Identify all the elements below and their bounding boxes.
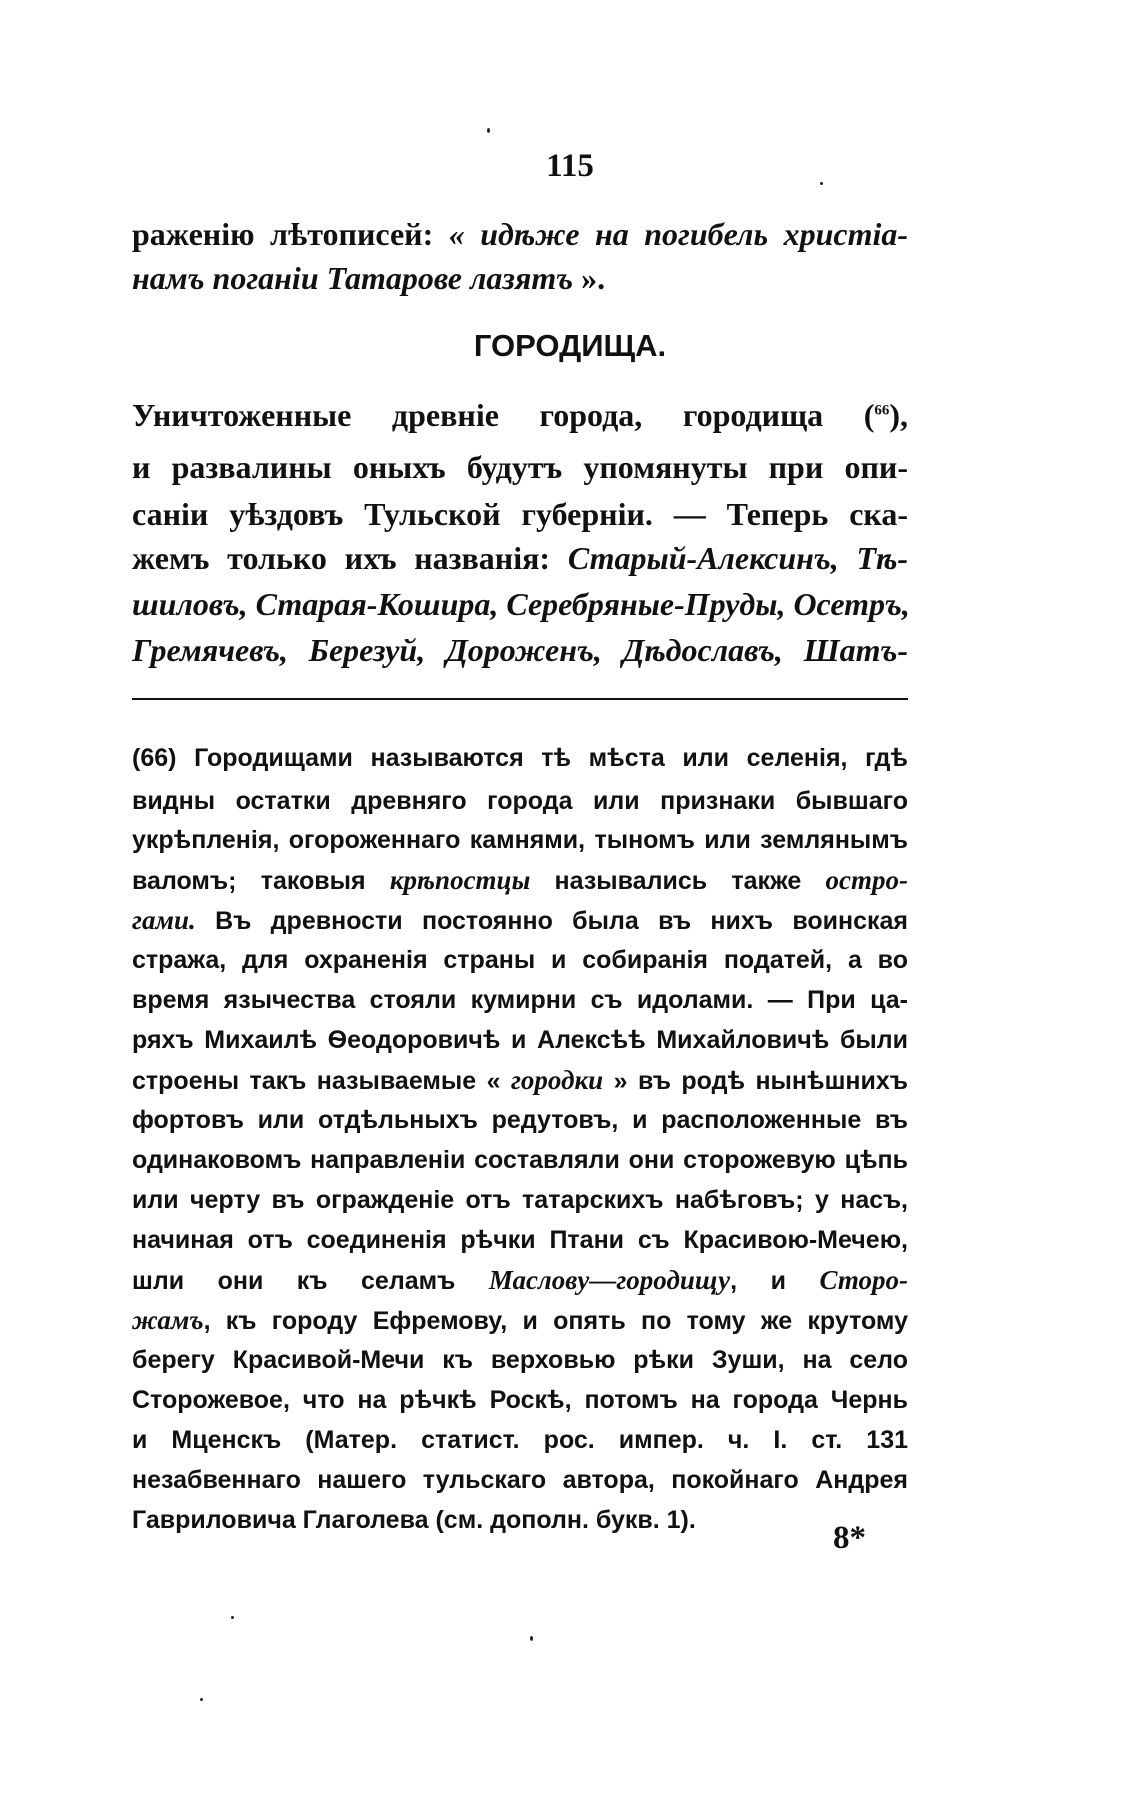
footnote-line-9-plain-2: » въ родѣ нынѣшнихъ <box>603 1067 909 1095</box>
footnote-line-15-plain: , къ городу Ефремову, и опять по тому же крутому <box>203 1307 908 1335</box>
footnote-line-14 <box>132 1262 908 1298</box>
footnote-line-9 <box>132 1062 908 1098</box>
footnote-line-2: видны остатки древняго города или признаки бывшаго <box>132 787 908 815</box>
footnote-line-13: начиная отъ соединенія рѣчки Птани съ Красивою-Мечею, <box>132 1226 908 1254</box>
footnote-line-17: Сторожевое, что на рѣчкѣ Роскѣ, потомъ на города Чернь <box>132 1386 908 1414</box>
paragraph-line-1-tail: ), <box>889 397 908 433</box>
footnote-line-10: фортовъ или отдѣльныхъ редутовъ, и расположенные въ <box>132 1106 908 1134</box>
footnote-line-4-plain: валомъ; таковыя <box>132 867 390 895</box>
footnote-line-4-italic-1: крѣпостцы <box>389 865 531 895</box>
paragraph-line-4-italic: Старый-Алексинъ, Тѣ- <box>567 540 909 576</box>
footnote-line-14-italic-2: Сторо- <box>819 1265 908 1295</box>
opening-line-2-plain: ». <box>573 260 606 296</box>
footnote-line-8: ряхъ Михаилѣ Ѳеодоровичѣ и Алексѣѣ Михайловичѣ были <box>132 1026 908 1054</box>
footnote-line-14-plain: шли они къ селамъ <box>132 1267 489 1295</box>
footnote-reference: 66 <box>874 402 890 419</box>
paragraph-line-5: шиловъ, Старая-Кошира, Серебряные-Пруды, Осетръ, <box>132 586 910 622</box>
print-speck <box>487 128 490 133</box>
paragraph-line-6: Гремячевъ, Березуй, Дороженъ, Дѣдославъ, Шатъ- <box>132 632 908 668</box>
paragraph-line-2: и развалины оныхъ будутъ упомянуты при опи- <box>132 449 908 485</box>
footnote-line-14-plain-2: , и <box>730 1267 820 1295</box>
paragraph-line-4-plain: жемъ только ихъ названія: <box>132 540 568 576</box>
section-heading: ГОРОДИЩА. <box>473 328 667 363</box>
paragraph-line-1-text: Уничтоженные древніе города, городища ( <box>132 397 875 433</box>
paragraph-line-1 <box>132 395 908 435</box>
footnote-line-5-plain: Въ древности постоянно была въ нихъ воинская <box>195 907 908 935</box>
footnote-line-15 <box>132 1302 908 1338</box>
paragraph-line-4 <box>132 538 908 578</box>
footnote-line-9-italic: городки <box>510 1065 604 1095</box>
footnote-line-1: (66) Городищами называются тѣ мѣста или селенія, гдѣ <box>132 744 908 772</box>
footnote-line-6: стража, для охраненія страны и собиранія податей, а во <box>132 946 908 974</box>
page-number: 115 <box>546 148 594 184</box>
footnote-line-9-plain: строены такъ называемые « <box>132 1067 511 1095</box>
footnote-line-19: незабвеннаго нашего тульскаго автора, покойнаго Андрея <box>132 1466 908 1494</box>
print-speck <box>820 182 823 185</box>
footnote-line-4 <box>132 862 908 898</box>
footnote-line-12: или черту въ огражденіе отъ татарскихъ набѣговъ; у насъ, <box>132 1186 908 1214</box>
opening-line-2-quote: намъ поганіи Татарове лазятъ <box>132 260 574 296</box>
footnote-line-5-italic: гами. <box>132 905 196 935</box>
footnote-line-5 <box>132 902 908 938</box>
footnote-line-4-plain-2: назывались также <box>530 867 826 895</box>
opening-line-1-quote: « идѣже на погибель христіа- <box>448 216 909 252</box>
footnote-line-14-italic-1: Маслову—городищу <box>488 1265 731 1295</box>
print-speck <box>200 1698 203 1701</box>
footnote-separator <box>132 698 908 700</box>
signature-mark: 8* <box>833 1520 866 1556</box>
footnote-line-3: укрѣпленія, огороженнаго камнями, тыномъ или землянымъ <box>132 826 908 854</box>
footnote-line-11: одинаковомъ направленіи составляли они сторожевую цѣпь <box>132 1146 908 1174</box>
footnote-line-4-italic-2: остро- <box>825 865 908 895</box>
footnote-line-7: время язычества стояли кумирни съ идолами. — При ца- <box>132 986 908 1014</box>
print-speck <box>530 1636 533 1641</box>
paragraph-line-3: саніи уѣздовъ Тульской губерніи. — Теперь ска- <box>132 496 908 532</box>
opening-line-1 <box>132 214 908 254</box>
print-speck <box>231 1616 234 1619</box>
opening-line-2 <box>132 258 908 298</box>
footnote-line-15-italic: жамъ <box>132 1305 204 1335</box>
footnote-line-20: Гавриловича Глаголева (см. дополн. букв. 1). <box>132 1506 696 1534</box>
footnote-line-16: берегу Красивой-Мечи къ верховью рѣки Зуши, на село <box>132 1346 908 1374</box>
opening-line-1-plain: раженію лѣтописей: <box>132 216 449 252</box>
footnote-line-18: и Мценскъ (Матер. статист. рос. импер. ч. I. ст. 131 <box>132 1426 908 1454</box>
